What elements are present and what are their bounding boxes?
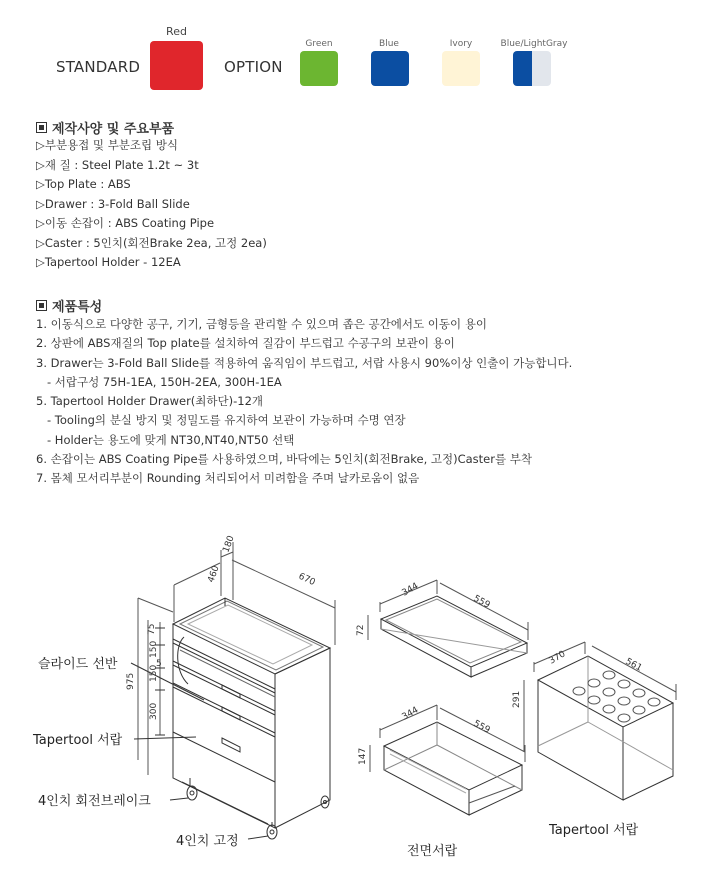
list-item: 3. Drawer는 3-Fold Ball Slide를 적용하여 움직임이 부드럽고, 서랍 사용시 90%이상 인출이 가능합니다. (36, 355, 573, 370)
list-item: ▷Caster : 5인치(회전Brake 2ea, 고정 2ea) (36, 235, 267, 250)
callout-slide-shelf: 슬라이드 선반 (38, 657, 118, 672)
slide-drawer-illustration (368, 580, 528, 677)
ivory-name: Ivory (449, 39, 473, 49)
specs-title: 제작사양 및 주요부품 (52, 122, 175, 137)
dim-label: 561 (623, 656, 644, 674)
list-item: ▷이동 손잡이 : ABS Coating Pipe (36, 216, 215, 230)
front-drawer-illustration (370, 705, 525, 815)
standard-color-name: Red (166, 25, 187, 38)
caption-front-drawer: 전면서랍 (407, 844, 458, 859)
tapertool-drawer-illustration (524, 642, 676, 800)
list-item: 7. 몸체 모서리부분이 Rounding 처리되어서 미려함을 주며 날카로움이 없음 (36, 471, 420, 486)
list-item: 6. 손잡이는 ABS Coating Pipe를 사용하였으며, 바닥에는 5인치(회전Brake, 고정)Caster를 부착 (36, 452, 532, 467)
list-item: - Tooling의 분실 방지 및 정밀도를 유지하여 보관이 가능하며 수명 연장 (47, 413, 406, 428)
list-item: 2. 상판에 ABS재질의 Top plate를 설치하여 질감이 부드럽고 수공구의 보관이 용이 (36, 336, 455, 351)
caption-tapertool-drawer: Tapertool 서랍 (549, 823, 639, 838)
dim-label: 291 (512, 690, 522, 708)
dim-label: 460 (206, 564, 222, 585)
dim-label: 370 (547, 649, 568, 667)
dim-label: 5 (156, 659, 162, 669)
list-item: ▷부분용접 및 부분조립 방식 (36, 138, 179, 152)
dim-label: 975 (126, 672, 136, 690)
cart-illustration (138, 542, 335, 839)
features-title: 제품특성 (52, 300, 103, 315)
dim-label: 180 (221, 534, 237, 555)
dim-label: 559 (471, 718, 492, 736)
dim-label: 72 (356, 624, 366, 636)
option-label: OPTION (224, 58, 283, 76)
callout-caster-fixed: 4인치 고정 (176, 834, 239, 849)
standard-label: STANDARD (56, 58, 141, 76)
callout-tapertool-drawer: Tapertool 서랍 (33, 733, 123, 748)
list-item: ▷Top Plate : ABS (36, 177, 131, 191)
dim-label: 75 (147, 623, 157, 635)
dim-label: 150 (149, 640, 159, 658)
list-item: ▷Tapertool Holder - 12EA (36, 255, 181, 269)
dim-label: 344 (400, 581, 421, 599)
dim-label: 147 (358, 747, 368, 765)
list-item: ▷재 질 : Steel Plate 1.2t ~ 3t (36, 157, 199, 172)
green-name: Green (305, 39, 333, 49)
list-item: - 서랍구성 75H-1EA, 150H-2EA, 300H-1EA (47, 374, 282, 389)
blue-lightgray-name: Blue/LightGray (500, 39, 568, 49)
list-item: - Holder는 용도에 맞게 NT30,NT40,NT50 선택 (47, 432, 295, 447)
list-item: ▷Drawer : 3-Fold Ball Slide (36, 196, 190, 211)
dim-label: 300 (149, 702, 159, 720)
dim-label: 559 (471, 593, 492, 611)
dim-label: 670 (296, 571, 317, 588)
list-item: 1. 이동식으로 다양한 공구, 기기, 금형등을 관리할 수 있으며 좁은 공간에서도 이동이 용이 (36, 317, 487, 331)
blue-name: Blue (379, 39, 399, 49)
dim-label: 344 (400, 705, 421, 723)
list-item: 5. Tapertool Holder Drawer(최하단)-12개 (36, 394, 263, 409)
callout-caster-brake: 4인치 회전브레이크 (38, 794, 151, 809)
dim-label: 150 (149, 664, 159, 682)
